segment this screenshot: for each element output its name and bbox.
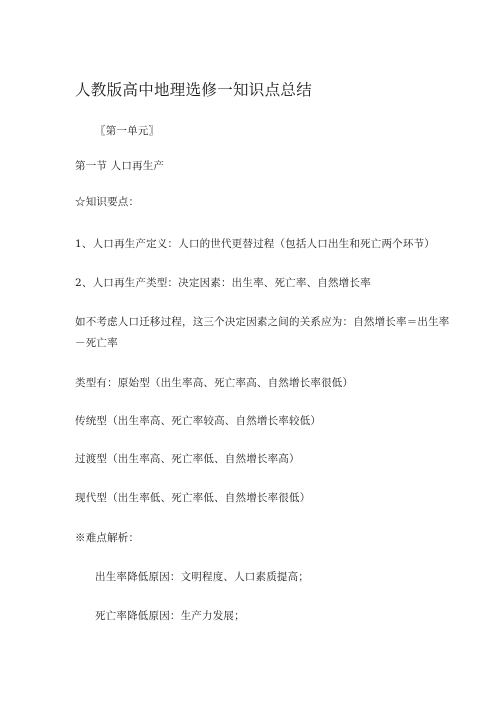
point-2: 2、人口再生产类型：决定因素：出生率、死亡率、自然增长率 bbox=[75, 277, 371, 289]
type-transition: 过渡型（出生率高、死亡率低、自然增长率高） bbox=[75, 453, 300, 465]
type-modern: 现代型（出生率低、死亡率低、自然增长率很低） bbox=[75, 492, 311, 504]
type-primitive: 类型有：原始型（出生率高、死亡率高、自然增长率很低） bbox=[75, 377, 354, 389]
document-title: 人教版高中地理选修一知识点总结 bbox=[75, 81, 313, 99]
birth-rate-reason: 出生率降低原因：文明程度、人口素质提高； bbox=[95, 571, 309, 583]
relation-line-2: －死亡率 bbox=[75, 337, 118, 349]
section-heading: 第一节 人口再生产 bbox=[75, 160, 165, 172]
death-rate-reason: 死亡率降低原因：生产力发展； bbox=[95, 610, 245, 622]
relation-line-1: 如不考虑人口迁移过程，这三个决定因素之间的关系应为：自然增长率＝出生率 bbox=[75, 316, 450, 328]
difficulty-heading: ※难点解析： bbox=[75, 532, 140, 544]
type-traditional: 传统型（出生率高、死亡率较高、自然增长率较低） bbox=[75, 415, 322, 427]
unit-heading: 〖第一单元〗 bbox=[95, 125, 160, 137]
key-points-heading: ☆知识要点： bbox=[75, 196, 140, 208]
point-1: 1、人口再生产定义：人口的世代更替过程（包括人口出生和死亡两个环节） bbox=[75, 238, 435, 250]
